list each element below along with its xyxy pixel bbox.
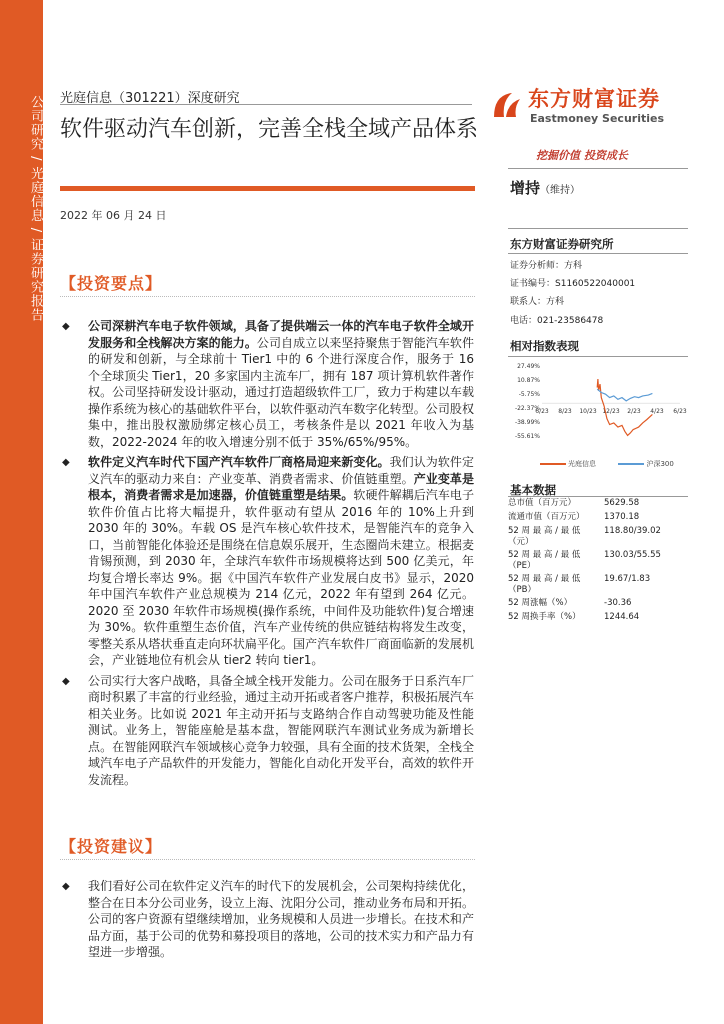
x-tick-label: 12/23 <box>602 408 620 416</box>
basic-data-row <box>508 573 688 597</box>
relative-index-chart <box>508 360 688 470</box>
highlights-heading: 【投资要点】 <box>60 274 163 293</box>
institute-name: 东方财富证券研究所 <box>510 237 614 251</box>
basic-data-label: 52 周涨幅（%） <box>508 598 573 608</box>
y-tick-label: 27.49% <box>517 363 540 370</box>
basic-data-table <box>508 497 688 625</box>
x-tick-label: 6/23 <box>535 408 549 416</box>
title-accent-bar <box>60 186 475 191</box>
basic-data-label: 52 周 最 高 / 最 低（PE） <box>508 550 581 571</box>
highlight-text-2: 软硬件解耦后汽车电子软件价值占比将大幅提升，软件驱动有望从 2016 年的 10%上升到 2030 年的 30%。车载 OS 是汽车核心软件技术，是智能汽车的竞争入口，当前智能化体验还是围绕在信息娱乐展开，生态圈尚未建立。根据麦肯锡预测，到 2030 年，全球汽车软件市场规模将达到 500 亿美元，年均复合增长率达 9%。据《中国汽车软件产业发展白皮书》显示，2020 年中国汽车软件产业总规模为 214 亿元，2022 年有望到 264 亿元。2020 至 2030 年软件市场规模(操作系统，中间件及功能软件)复合增速为 30%。软件重塑生态价值，汽车产业传统的供应链结构将发生改变，零整关系从塔状垂直走向环状扁平化。国产汽车软件厂商面临新的发展机会，产业链地位有机会从 tier2 转向 tier1。 <box>88 488 474 667</box>
rating-divider-bottom <box>508 228 688 229</box>
basic-data-label: 52 周换手率（%） <box>508 612 581 622</box>
phone: 电话：021-23586478 <box>510 316 604 326</box>
advice-text: 我们看好公司在软件定义汽车的时代下的发展机会，公司架构持续优化，整合在日本分公司业务，设立上海、沈阳分公司，推动业务布局和开拓。公司的客户资源有望继续增加，业务规模和人员进一步增长。在技术和产品方面，基于公司的优势和募投项目的落地，公司的技术实力和产品力有望进一步增强。 <box>88 879 474 959</box>
analyst: 证券分析师：方科 <box>510 261 583 271</box>
basic-data-row <box>508 549 688 573</box>
advice-divider <box>60 859 475 860</box>
highlights-divider <box>60 296 475 297</box>
y-tick-label: -38.99% <box>514 419 540 426</box>
advice-item <box>62 878 474 961</box>
legend-line-index <box>618 463 644 465</box>
basic-data-row <box>508 497 688 511</box>
x-tick-label: 10/23 <box>579 408 597 416</box>
highlight-emphasis: 产业变革是根本，消费者需求是加速器，价值链重塑是结果。 <box>88 471 474 502</box>
brand-name-en: Eastmoney Securities <box>530 112 665 125</box>
basic-data-value: -30.36 <box>604 598 632 608</box>
legend-label-index: 沪深300 <box>646 460 674 468</box>
basic-data-row <box>508 525 688 549</box>
highlight-text: 公司自成立以来坚持聚焦于智能汽车软件的研发和创新，与全球前十 Tier1 中的 6 个进行深度合作，服务于 16 个全球顶尖 Tier1，20 多家国内主流车厂，拥有 187 项计算机软件著作权。公司坚持研发设计驱动，通过打造超级软件工厂，致力于构建以车载操作系统为核心的基础软件平台，以软件驱动汽车数字化转型。公司股权集中，推出股权激励绑定核心员工，考核条件是以 2021 年收入为基数，2022-2024 年的收入增速分别不低于 35%/65%/95%。 <box>88 335 474 449</box>
basic-data-label: 总市值（百万元） <box>508 498 577 508</box>
highlight-item <box>62 673 474 789</box>
y-tick-label: -5.75% <box>518 391 540 398</box>
highlight-item <box>62 318 474 450</box>
advice-body <box>62 878 474 965</box>
x-tick-label: 2/23 <box>627 408 641 416</box>
basic-data-value: 19.67/1.83 <box>604 574 651 584</box>
basic-data-title: 基本数据 <box>510 483 556 497</box>
header-divider <box>60 104 472 105</box>
basic-data-value: 130.03/55.55 <box>604 550 661 560</box>
basic-data-value: 1244.64 <box>604 612 640 622</box>
logo-mark-icon <box>488 87 524 123</box>
left-sidebar <box>0 0 43 1024</box>
basic-data-row <box>508 611 688 625</box>
institute-divider <box>508 253 688 254</box>
x-tick-label: 4/23 <box>650 408 664 416</box>
highlights-body <box>62 318 474 792</box>
y-tick-label: -55.61% <box>514 433 540 440</box>
report-date: 2022 年 06 月 24 日 <box>60 209 167 222</box>
basic-data-row <box>508 597 688 611</box>
highlight-lead: 软件定义汽车时代下国产汽车软件厂商格局迎来新变化。 <box>88 455 390 469</box>
x-tick-label: 8/23 <box>558 408 572 416</box>
report-title: 软件驱动汽车创新，完善全栈全域产品体系 <box>60 117 479 142</box>
rating-divider-top <box>508 168 688 169</box>
legend-label-stock: 光庭信息 <box>568 460 596 468</box>
sidebar-label: 公司研究 / 光庭信息 / 证券研究报告 <box>28 95 43 323</box>
brand-name-cn: 东方财富证券 <box>528 87 660 111</box>
highlight-text: 我们认为软件定义汽车的驱动力来自：产业变革、消费者需求、价值链重塑。 <box>88 455 474 486</box>
y-tick-label: 10.87% <box>517 377 540 384</box>
basic-data-value: 118.80/39.02 <box>604 526 661 536</box>
basic-data-value: 1370.18 <box>604 512 640 522</box>
diamond-bullet-icon: ◆ <box>62 321 70 332</box>
highlight-text: 公司实行大客户战略，具备全域全栈开发能力。公司在服务于日系汽车厂商时积累了丰富的行业经验，通过主动开拓或者客户推荐，积极拓展汽车相关业务。比如说 2021 年主动开拓与支路纳合作自动驾驶功能及性能测试。业务上，智能座舱是基本盘，智能网联汽车测试业务成为新增长点。在智能网联汽车领域核心竞争力较强，具有全面的技术货架，全栈全域汽车电子产品软件的开发能力，智能化自动化开发平台，高效的软件开发流程。 <box>88 673 474 787</box>
basic-data-label: 流通市值（百万元） <box>508 512 585 522</box>
rating-sub: （维持） <box>540 185 581 196</box>
diamond-bullet-icon: ◆ <box>62 457 70 468</box>
brand-logo <box>488 83 668 131</box>
contact: 联系人：方科 <box>510 297 565 307</box>
legend-line-stock <box>540 463 566 465</box>
highlight-lead: 公司深耕汽车电子软件领域，具备了提供端云一体的汽车电子软件全域开发服务和全栈解决方案的能力。 <box>88 319 474 350</box>
rating <box>510 177 580 198</box>
stock-line: 光庭信息（301221）深度研究 <box>60 91 240 106</box>
basic-data-value: 5629.58 <box>604 498 640 508</box>
basic-data-row <box>508 511 688 525</box>
rating-label: 增持 <box>510 179 541 197</box>
series-line-index <box>597 389 652 401</box>
diamond-bullet-icon: ◆ <box>62 675 70 687</box>
highlight-item <box>62 454 474 669</box>
basic-data-label: 52 周 最 高 / 最 低（PB） <box>508 574 581 595</box>
brand-slogan: 挖掘价值 投资成长 <box>536 149 628 162</box>
chart-divider <box>508 356 688 357</box>
advice-heading: 【投资建议】 <box>60 837 163 856</box>
x-tick-label: 6/23 <box>673 408 687 416</box>
basic-data-label: 52 周 最 高 / 最 低（元） <box>508 526 581 547</box>
cert-number: 证书编号：S1160522040001 <box>510 279 636 289</box>
diamond-bullet-icon: ◆ <box>62 881 70 892</box>
y-tick-label: -22.37% <box>514 405 540 412</box>
relative-index-title: 相对指数表现 <box>510 339 579 353</box>
chart-legend <box>540 459 690 469</box>
